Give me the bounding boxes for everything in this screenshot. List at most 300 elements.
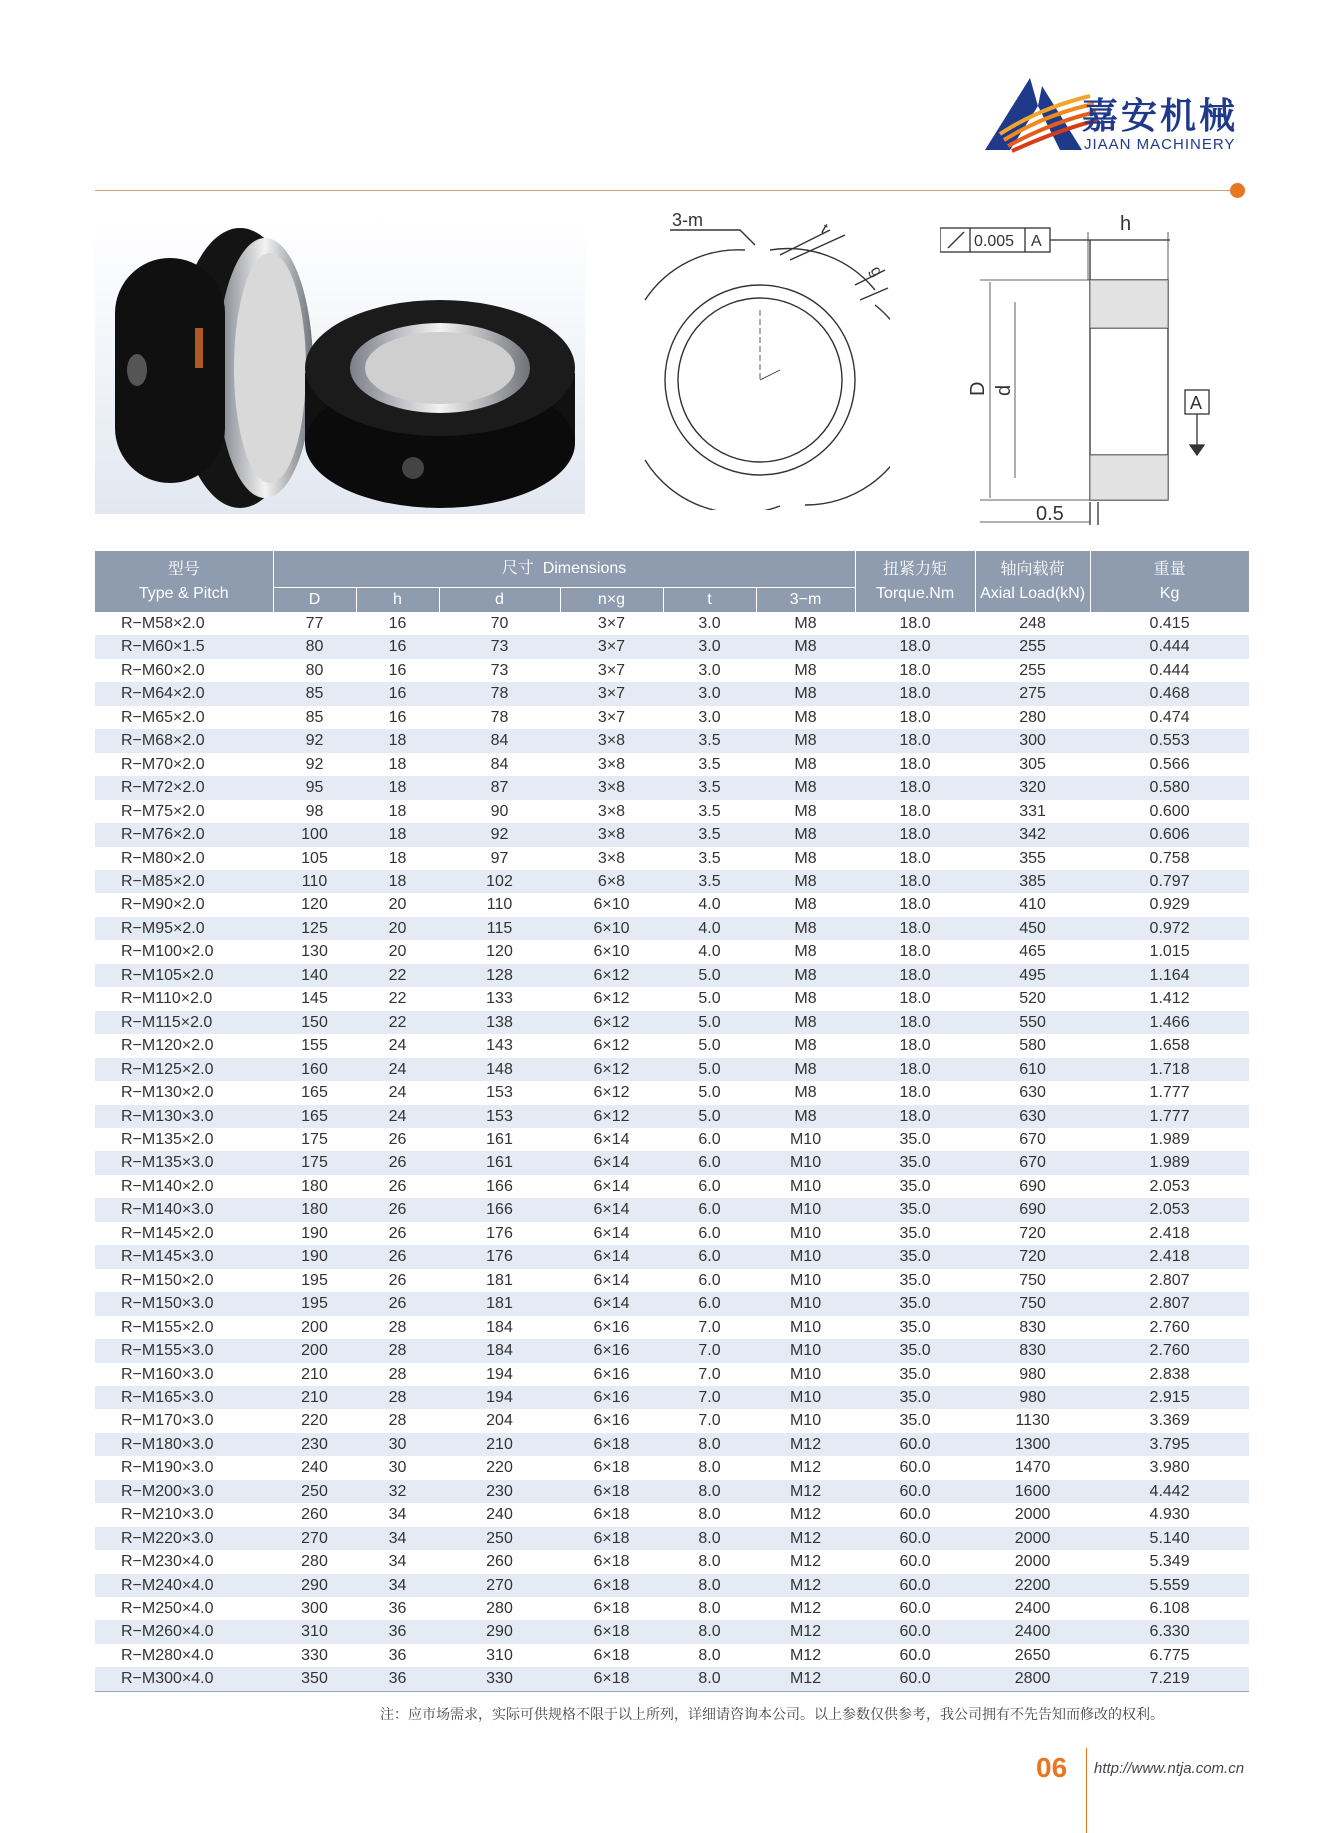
subheader-h: h [356, 588, 439, 613]
table-row [95, 870, 1249, 893]
table-cell: 2.807 [1090, 1292, 1249, 1315]
table-cell: 270 [439, 1574, 560, 1597]
table-cell: R−M80×2.0 [121, 849, 205, 867]
table-cell: 60.0 [855, 1480, 975, 1503]
table-cell: M8 [794, 896, 817, 914]
table-cell: R−M155×2.0 [121, 1318, 214, 1336]
table-cell: 355 [1019, 849, 1046, 867]
label-t: t [818, 220, 831, 238]
table-cell: 24 [356, 1058, 439, 1081]
table-cell: 6×14 [560, 1151, 663, 1174]
website-link[interactable]: http://www.ntja.com.cn [1094, 1760, 1245, 1777]
table-cell: 153 [486, 1084, 513, 1102]
table-cell: 35.0 [855, 1198, 975, 1221]
table-cell: 6×10 [560, 917, 663, 940]
table-cell: 34 [356, 1527, 439, 1550]
table-cell: R−M85×2.0 [95, 870, 273, 893]
footnote: 注：应市场需求，实际可供规格不限于以上所列，详细请咨询本公司。以上参数仅供参考，我公司拥有不先告知而修改的权利。 [380, 1707, 1164, 1723]
table-cell: 18 [356, 729, 439, 752]
table-cell: 6×18 [560, 1620, 663, 1643]
table-cell: 275 [975, 682, 1090, 705]
table-cell: 290 [273, 1574, 356, 1597]
table-row [95, 1198, 1249, 1221]
table-cell: M12 [756, 1574, 855, 1597]
table-cell: 84 [439, 729, 560, 752]
table-cell: 160 [273, 1058, 356, 1081]
table-row [95, 1081, 1249, 1104]
table-cell: 210 [439, 1433, 560, 1456]
table-cell: 60.0 [899, 1459, 931, 1477]
table-cell: 6×12 [560, 964, 663, 987]
table-cell: 6×18 [593, 1506, 630, 1524]
table-cell: 73 [439, 635, 560, 658]
table-cell: 36 [388, 1646, 407, 1664]
table-cell: 2.838 [1149, 1365, 1190, 1383]
table-cell: 18 [388, 802, 407, 820]
table-cell: 18 [388, 755, 407, 773]
table-cell: 3×7 [597, 661, 626, 679]
table-cell: 145 [301, 990, 328, 1008]
table-cell: R−M145×2.0 [121, 1224, 214, 1242]
table-cell: 3×8 [597, 802, 626, 820]
table-cell: 36 [356, 1667, 439, 1691]
table-cell: 98 [305, 802, 324, 820]
label-D: D [967, 381, 989, 396]
table-cell: 6×10 [593, 943, 630, 961]
table-row [95, 1269, 1249, 1292]
table-cell: 240 [301, 1459, 328, 1477]
table-cell: M12 [756, 1620, 855, 1643]
table-cell: 153 [439, 1105, 560, 1128]
table-cell: 5.140 [1090, 1527, 1249, 1550]
table-row [95, 1480, 1249, 1503]
table-cell: 3.0 [663, 682, 756, 705]
table-row [95, 964, 1249, 987]
table-cell: M12 [789, 1459, 822, 1477]
table-cell: 1.658 [1149, 1037, 1190, 1055]
table-cell: M8 [794, 708, 817, 726]
table-cell: 0.797 [1090, 870, 1249, 893]
table-cell: 3×8 [597, 755, 626, 773]
table-cell: 6×18 [560, 1433, 663, 1456]
table-cell: R−M105×2.0 [95, 964, 273, 987]
table-cell: 24 [356, 1105, 439, 1128]
header-dot [1230, 183, 1245, 198]
table-cell: 5.0 [663, 1058, 756, 1081]
table-cell: 8.0 [698, 1600, 721, 1618]
table-cell: R−M165×3.0 [95, 1386, 273, 1409]
table-cell: 8.0 [663, 1527, 756, 1550]
table-cell: 190 [301, 1224, 328, 1242]
table-cell: M8 [794, 615, 817, 632]
table-cell: 2.915 [1090, 1386, 1249, 1409]
table-cell: 26 [356, 1245, 439, 1268]
table-cell: 130 [301, 943, 328, 961]
table-cell: 5.349 [1149, 1553, 1190, 1571]
table-cell: 690 [1019, 1177, 1046, 1195]
table-cell: 1.164 [1090, 964, 1249, 987]
table-cell: R−M110×2.0 [121, 990, 213, 1008]
table-cell: 6.0 [698, 1224, 721, 1242]
table-cell: 0.758 [1149, 849, 1190, 867]
table-cell: 18.0 [855, 823, 975, 846]
table-cell: 18.0 [855, 729, 975, 752]
table-cell: M10 [756, 1386, 855, 1409]
table-cell: 670 [975, 1151, 1090, 1174]
table-cell: 270 [273, 1527, 356, 1550]
table-cell: M12 [789, 1553, 822, 1571]
table-cell: 6×12 [593, 1084, 630, 1102]
table-cell: 3×8 [560, 776, 663, 799]
brand-name-en: JIAAN MACHINERY [1084, 136, 1236, 153]
front-view-drawing [630, 210, 890, 510]
table-cell: 175 [273, 1151, 356, 1174]
table-cell: 28 [388, 1412, 407, 1430]
table-cell: 2400 [1014, 1600, 1051, 1618]
table-cell: 250 [273, 1480, 356, 1503]
table-cell: R−M150×3.0 [95, 1292, 273, 1315]
table-cell: 2.418 [1090, 1245, 1249, 1268]
table-row [95, 1644, 1249, 1667]
table-cell: R−M60×2.0 [121, 661, 205, 679]
product-photo [95, 218, 585, 514]
table-cell: 7.0 [663, 1339, 756, 1362]
brand-name-cn: 嘉安机械 [1082, 96, 1239, 137]
subheader-nxg: n×g [560, 588, 663, 613]
label-0-5: 0.5 [1036, 503, 1064, 525]
table-cell: 0.474 [1149, 708, 1190, 726]
table-cell: 6×18 [593, 1553, 630, 1571]
table-cell: 6×16 [593, 1318, 630, 1336]
table-cell: 2000 [1014, 1553, 1051, 1571]
table-cell: 0.606 [1090, 823, 1249, 846]
table-cell: 3×8 [560, 729, 663, 752]
table-cell: 6×16 [593, 1412, 630, 1430]
table-row [95, 1316, 1249, 1339]
table-cell: 7.219 [1090, 1667, 1249, 1691]
table-cell: 300 [975, 729, 1090, 752]
table-cell: 520 [1019, 990, 1046, 1008]
table-cell: M8 [756, 1058, 855, 1081]
table-cell: 60.0 [855, 1574, 975, 1597]
table-cell: R−M135×2.0 [121, 1130, 214, 1148]
table-cell: M12 [789, 1646, 822, 1664]
table-cell: 830 [975, 1339, 1090, 1362]
table-cell: 250 [439, 1527, 560, 1550]
table-cell: 3.5 [698, 802, 721, 820]
table-cell: 92 [305, 755, 324, 773]
table-cell: 3×8 [597, 849, 626, 867]
table-cell: 28 [388, 1365, 407, 1383]
table-cell: 6×14 [560, 1292, 663, 1315]
table-cell: 34 [388, 1506, 407, 1524]
table-cell: 255 [1019, 661, 1046, 679]
table-cell: 5.0 [663, 1011, 756, 1034]
spec-table [95, 551, 1250, 1692]
table-cell: 8.0 [663, 1480, 756, 1503]
table-cell: M8 [794, 661, 817, 679]
table-cell: M10 [789, 1130, 822, 1148]
table-cell: 6×12 [560, 1011, 663, 1034]
table-cell: M10 [756, 1198, 855, 1221]
table-row [95, 1597, 1249, 1620]
table-cell: 280 [1019, 708, 1046, 726]
table-cell: R−M60×1.5 [95, 635, 273, 658]
table-cell: 22 [388, 990, 407, 1008]
table-cell: 20 [388, 896, 407, 914]
label-d: d [993, 384, 1015, 396]
table-cell: 6×12 [593, 990, 630, 1008]
table-row [95, 1433, 1249, 1456]
table-cell: 16 [356, 635, 439, 658]
table-cell: 18.0 [855, 870, 975, 893]
table-cell: 0.972 [1090, 917, 1249, 940]
table-cell: 8.0 [663, 1574, 756, 1597]
table-cell: 6.0 [698, 1130, 721, 1148]
table-cell: 6×18 [560, 1667, 663, 1691]
table-cell: 385 [975, 870, 1090, 893]
table-cell: R−M115×2.0 [95, 1011, 273, 1034]
table-cell: 181 [486, 1271, 513, 1289]
table-cell: 2800 [975, 1667, 1090, 1691]
table-cell: 7.0 [698, 1365, 721, 1383]
table-cell: R−M230×4.0 [121, 1553, 214, 1571]
table-cell: 342 [975, 823, 1090, 846]
table-cell: 3×7 [597, 615, 626, 632]
table-cell: 60.0 [855, 1667, 975, 1691]
table-row [95, 1409, 1249, 1432]
table-cell: M10 [789, 1412, 822, 1430]
table-cell: 3.5 [663, 729, 756, 752]
table-cell: 2200 [975, 1574, 1090, 1597]
table-cell: 280 [301, 1553, 328, 1571]
table-cell: 6×14 [593, 1177, 630, 1195]
table-cell: R−M200×3.0 [95, 1480, 273, 1503]
table-cell: 1130 [1015, 1412, 1050, 1430]
table-cell: 165 [273, 1105, 356, 1128]
table-cell: 120 [301, 896, 328, 914]
table-cell: R−M250×4.0 [121, 1600, 214, 1618]
table-cell: 166 [439, 1198, 560, 1221]
table-row [95, 940, 1249, 963]
table-cell: 128 [439, 964, 560, 987]
table-cell: 22 [356, 964, 439, 987]
table-cell: 630 [975, 1105, 1090, 1128]
table-cell: 190 [273, 1245, 356, 1268]
table-cell: M10 [789, 1271, 822, 1289]
table-cell: 36 [388, 1600, 407, 1618]
table-cell: M12 [789, 1600, 822, 1618]
label-g: g [866, 263, 886, 280]
table-cell: M10 [789, 1224, 822, 1242]
table-row [95, 1105, 1249, 1128]
table-row [95, 987, 1249, 1010]
table-cell: 100 [273, 823, 356, 846]
table-cell: 3.0 [663, 635, 756, 658]
header-weight: 重量 Kg [1090, 551, 1249, 612]
table-cell: 195 [273, 1292, 356, 1315]
table-row [95, 1386, 1249, 1409]
table-cell: 210 [273, 1386, 356, 1409]
table-cell: 4.0 [663, 917, 756, 940]
table-cell: 35.0 [855, 1151, 975, 1174]
table-cell: 3×8 [560, 823, 663, 846]
table-cell: M8 [756, 917, 855, 940]
table-cell: 1470 [1014, 1459, 1051, 1477]
table-cell: 6×16 [593, 1365, 630, 1383]
table-cell: 6.0 [698, 1271, 721, 1289]
table-cell: R−M65×2.0 [121, 708, 205, 726]
table-cell: R−M125×2.0 [95, 1058, 273, 1081]
table-cell: 3.795 [1090, 1433, 1249, 1456]
table-cell: 176 [439, 1245, 560, 1268]
tolerance-datum: A [1031, 233, 1042, 250]
table-cell: 90 [490, 802, 509, 820]
table-cell: 180 [273, 1198, 356, 1221]
table-cell: R−M140×2.0 [121, 1177, 214, 1195]
table-cell: 60.0 [899, 1646, 931, 1664]
table-cell: 204 [486, 1412, 513, 1430]
table-cell: 5.0 [698, 990, 721, 1008]
table-row [95, 823, 1249, 846]
table-cell: 18 [356, 870, 439, 893]
table-cell: 750 [1019, 1271, 1046, 1289]
table-cell: 35.0 [855, 1339, 975, 1362]
table-cell: 2000 [975, 1527, 1090, 1550]
table-cell: M8 [794, 990, 817, 1008]
table-cell: 6×14 [560, 1245, 663, 1268]
table-cell: 70 [490, 615, 509, 632]
table-cell: 980 [975, 1386, 1090, 1409]
table-cell: 6×18 [560, 1574, 663, 1597]
table-cell: 8.0 [698, 1506, 721, 1524]
table-cell: 120 [486, 943, 513, 961]
table-cell: 980 [1019, 1365, 1046, 1383]
label-3m: 3-m [672, 210, 703, 230]
table-cell: 1600 [975, 1480, 1090, 1503]
table-cell: 115 [439, 917, 560, 940]
table-cell: R−M220×3.0 [95, 1527, 273, 1550]
table-cell: R−M190×3.0 [121, 1459, 214, 1477]
table-cell: 84 [490, 755, 509, 773]
table-cell: 60.0 [899, 1553, 931, 1571]
tolerance-value: 0.005 [974, 233, 1015, 250]
table-cell: M10 [789, 1365, 822, 1383]
table-row [95, 1503, 1249, 1526]
table-cell: 78 [490, 708, 509, 726]
table-cell: 5.0 [663, 1105, 756, 1128]
footer-divider [1086, 1748, 1087, 1833]
subheader-d: d [439, 588, 560, 613]
table-cell: 305 [1019, 755, 1046, 773]
table-cell: M8 [756, 870, 855, 893]
label-datum-a: A [1190, 393, 1203, 413]
table-cell: 18.0 [899, 849, 931, 867]
table-cell: 6×12 [560, 1105, 663, 1128]
table-cell: 87 [439, 776, 560, 799]
table-cell: R−M64×2.0 [95, 682, 273, 705]
table-cell: M8 [756, 823, 855, 846]
table-cell: 92 [273, 729, 356, 752]
table-cell: 80 [305, 661, 324, 679]
table-cell: 720 [975, 1245, 1090, 1268]
table-row [95, 682, 1249, 705]
table-row [95, 1456, 1249, 1479]
table-cell: 16 [388, 708, 407, 726]
header-rule [95, 190, 1238, 191]
table-cell: 6×18 [593, 1646, 630, 1664]
table-cell: 26 [388, 1224, 407, 1242]
table-cell: 5.0 [698, 1084, 721, 1102]
table-cell: 35.0 [899, 1365, 931, 1383]
table-cell: M12 [756, 1667, 855, 1691]
table-cell: 26 [388, 1177, 407, 1195]
table-cell: 3.0 [698, 661, 721, 679]
subheader-3m: 3−m [756, 588, 855, 613]
table-cell: 330 [301, 1646, 328, 1664]
table-cell: 175 [301, 1130, 328, 1148]
table-cell: 161 [486, 1130, 513, 1148]
table-cell: 7.0 [698, 1412, 721, 1430]
table-cell: R−M70×2.0 [121, 755, 205, 773]
table-cell: 35.0 [899, 1224, 931, 1242]
table-cell: 7.0 [698, 1318, 721, 1336]
table-cell: 6.0 [663, 1151, 756, 1174]
table-cell: 166 [486, 1177, 513, 1195]
table-cell: 60.0 [899, 1600, 931, 1618]
table-row [95, 659, 1249, 682]
table-cell: R−M210×3.0 [121, 1506, 214, 1524]
table-cell: M8 [794, 1084, 817, 1102]
table-cell: 34 [356, 1574, 439, 1597]
table-cell: M8 [756, 635, 855, 658]
table-cell: 18.0 [855, 1105, 975, 1128]
table-cell: M12 [756, 1527, 855, 1550]
table-cell: 35.0 [899, 1130, 931, 1148]
table-cell: 8.0 [698, 1459, 721, 1477]
table-cell: 18.0 [899, 1037, 931, 1055]
table-cell: 26 [388, 1130, 407, 1148]
table-cell: 350 [273, 1667, 356, 1691]
table-row [95, 800, 1249, 823]
table-cell: 28 [388, 1318, 407, 1336]
table-cell: 184 [486, 1318, 513, 1336]
table-cell: 8.0 [663, 1433, 756, 1456]
table-cell: 8.0 [663, 1667, 756, 1691]
table-cell: 30 [356, 1433, 439, 1456]
table-row [95, 1667, 1249, 1691]
table-cell: 310 [486, 1646, 513, 1664]
table-cell: 7.0 [663, 1386, 756, 1409]
table-cell: 80 [273, 635, 356, 658]
table-cell: 670 [1019, 1130, 1046, 1148]
table-cell: 6×10 [593, 896, 630, 914]
table-row [95, 1222, 1249, 1245]
subheader-t: t [663, 588, 756, 613]
table-cell: M8 [794, 755, 817, 773]
table-cell: 310 [273, 1620, 356, 1643]
table-cell: 18.0 [855, 776, 975, 799]
table-cell: 1.989 [1090, 1151, 1249, 1174]
table-cell: 3.5 [698, 849, 721, 867]
table-cell: 210 [301, 1365, 328, 1383]
table-cell: R−M68×2.0 [95, 729, 273, 752]
table-cell: R−M95×2.0 [95, 917, 273, 940]
table-cell: 3×7 [560, 635, 663, 658]
table-cell: 260 [486, 1553, 513, 1571]
table-cell: 73 [490, 661, 509, 679]
table-cell: 330 [439, 1667, 560, 1691]
